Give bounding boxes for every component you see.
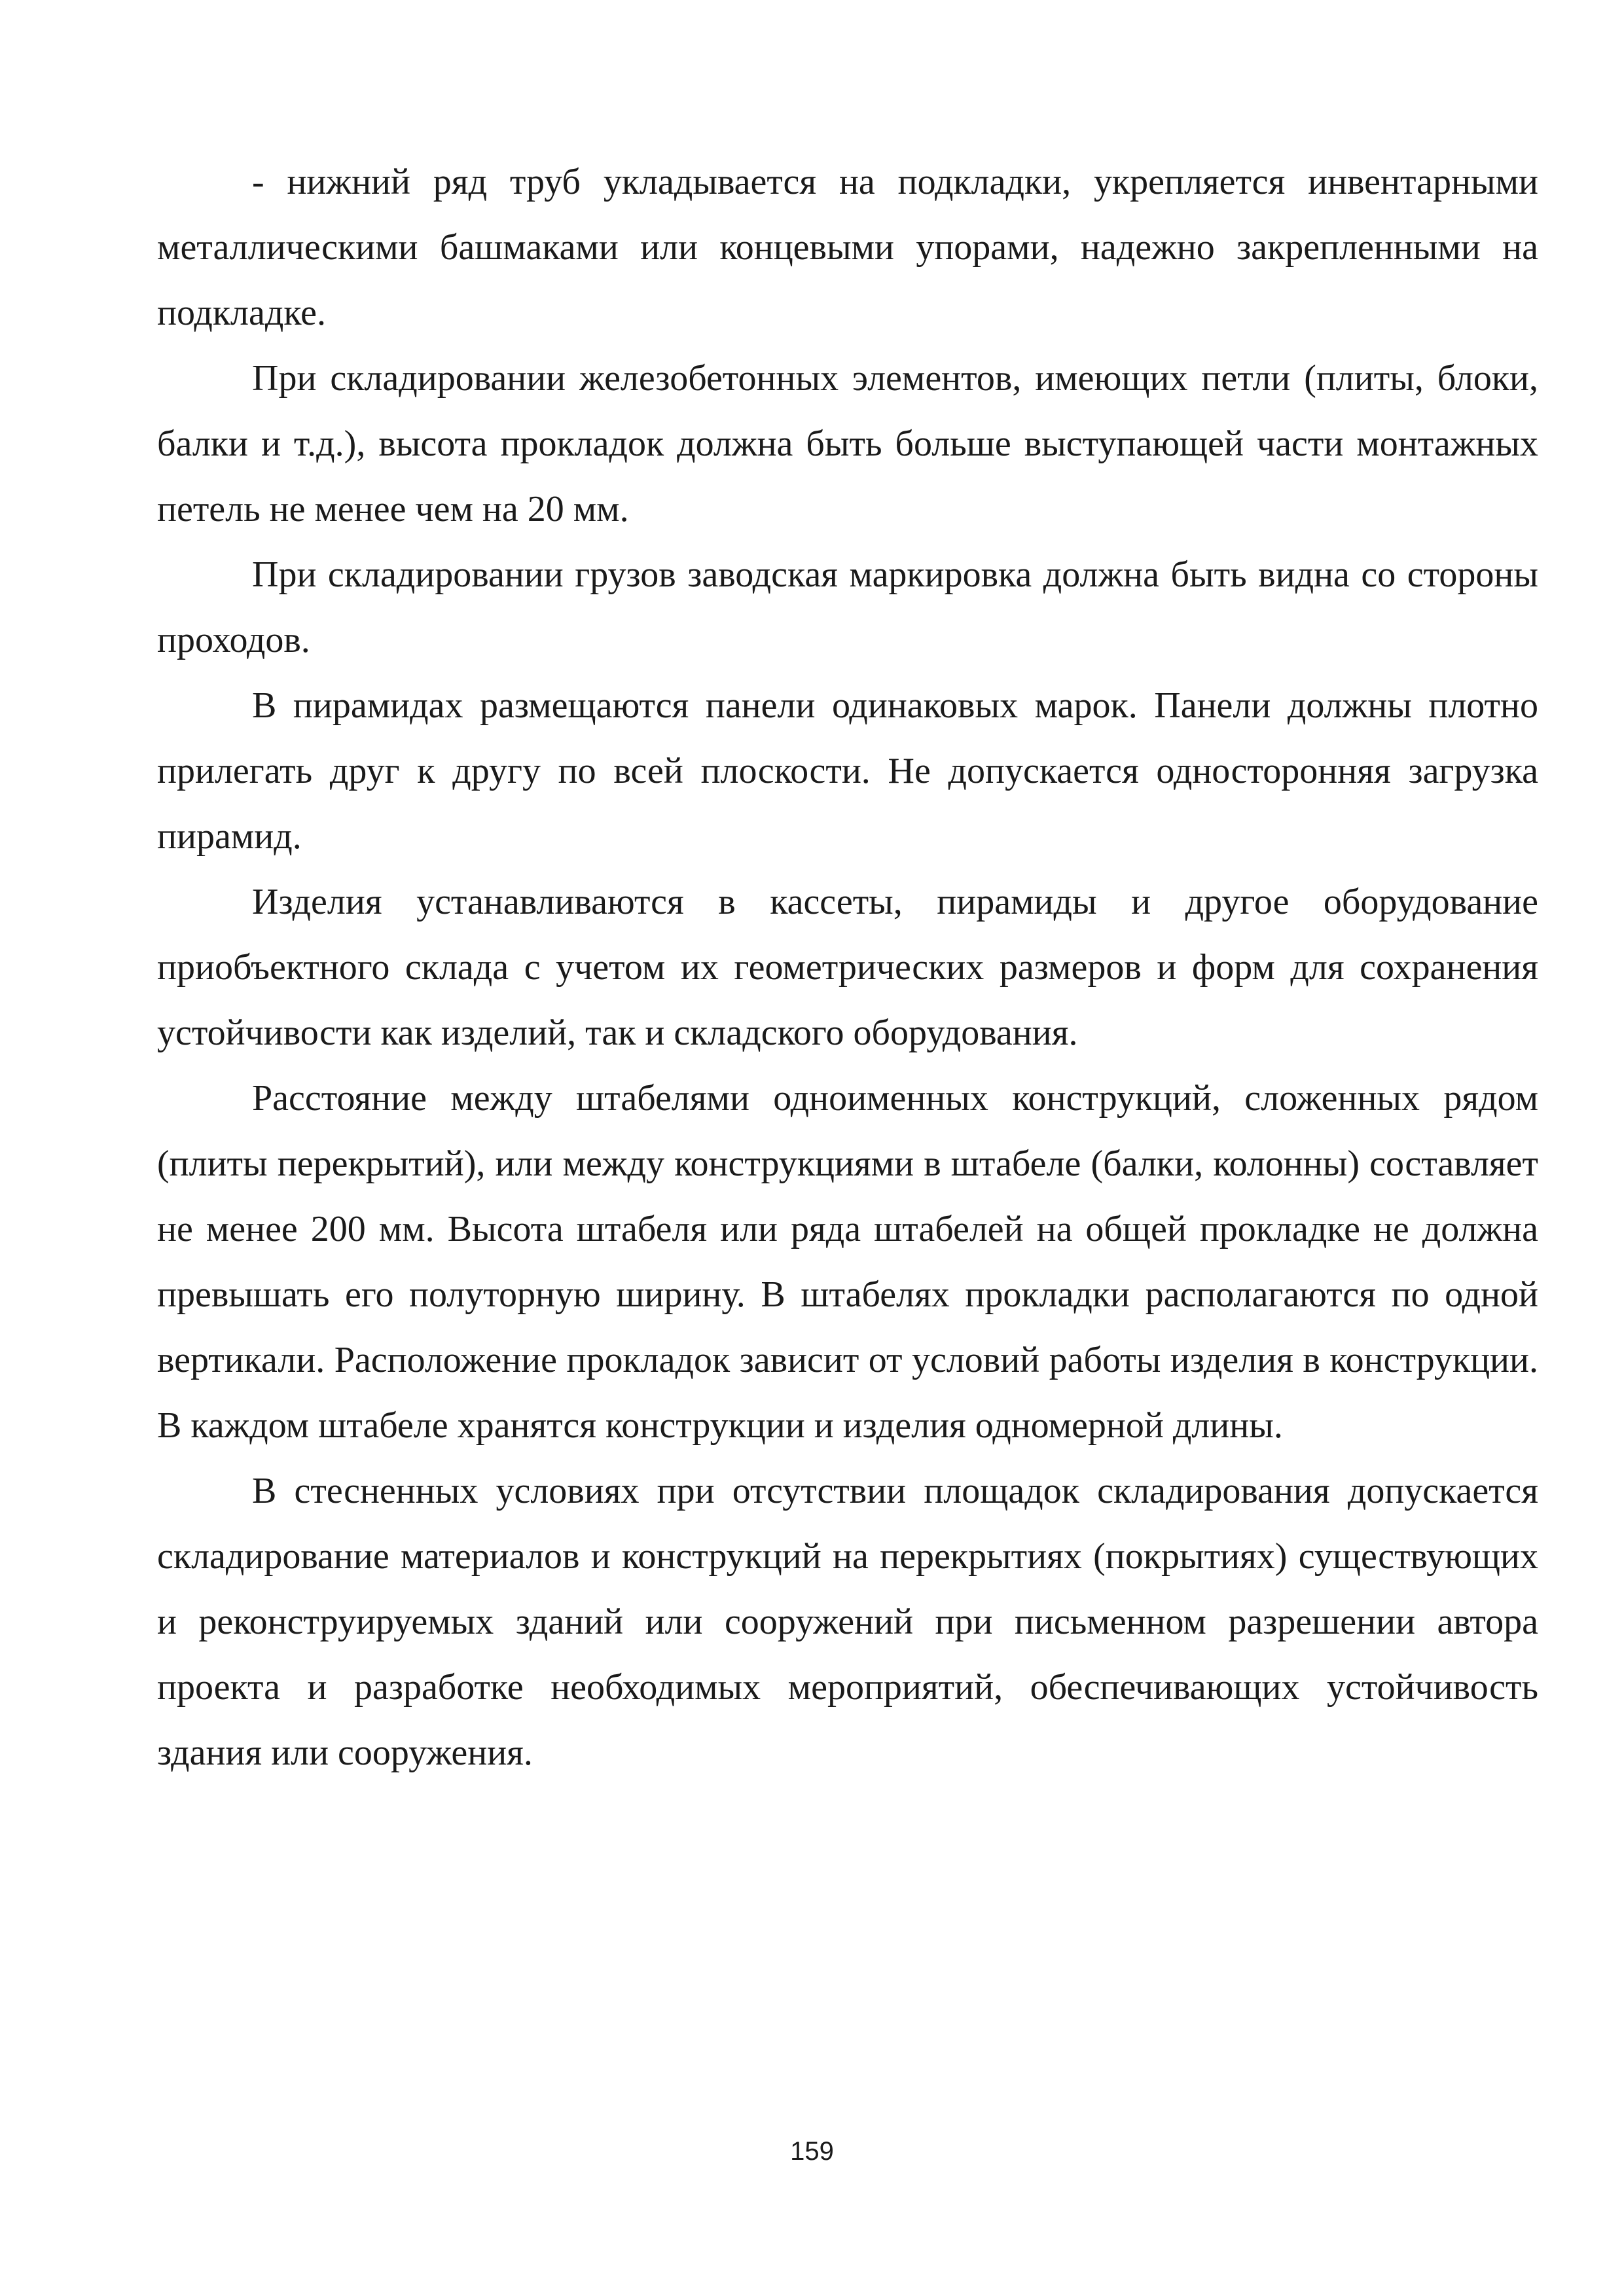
paragraph-stack-spacing: Расстояние между штабелями одноименных конструкций, сложенных рядом (плиты перекрытий), или между конструкциями в штабеле (балки, колонны) составляет не менее 200 мм. Высота штабеля или ряда штабелей на общей прокладке не должна превышать его полуторную ширину. В штабелях прокладки располагаются по одной вертикали. Расположение прокладок зависит от условий работы изделия в конструкции. В каждом штабеле хранятся конструкции и изделия одномерной длины. xyxy=(157,1078,1538,1446)
paragraph-cassettes: Изделия устанавливаются в кассеты, пирамиды и другое оборудование приобъектного склада с учетом их геометрических размеров и форм для сохранения устойчивости как изделий, так и складского оборудования. xyxy=(157,882,1538,1053)
paragraph-pipes-bottom-row: - нижний ряд труб укладывается на подкладки, укрепляется инвентарными металлическими башмаками или концевыми упорами, надежно закрепленными на подкладке. xyxy=(157,162,1538,333)
paragraph-constrained-conditions: В стесненных условиях при отсутствии площадок складирования допускается складирование материалов и конструкций на перекрытиях (покрытиях) существующих и реконструируемых зданий или сооружений при письменном разрешении автора проекта и разработке необходимых мероприятий, обеспечивающих устойчивость здания или сооружения. xyxy=(157,1471,1538,1773)
paragraph-lifting-loops: При складировании железобетонных элементов, имеющих петли (плиты, блоки, балки и т.д.), высота прокладок должна быть больше выступающей части монтажных петель не менее чем на 20 мм. xyxy=(157,358,1538,529)
paragraph-factory-marking: При складировании грузов заводская маркировка должна быть видна со стороны проходов. xyxy=(157,554,1538,660)
paragraph-pyramids: В пирамидах размещаются панели одинаковых марок. Панели должны плотно прилегать друг к другу по всей плоскости. Не допускается односторонняя загрузка пирамид. xyxy=(157,685,1538,857)
body-text xyxy=(157,149,1538,1785)
page-number: 159 xyxy=(790,2137,834,2166)
